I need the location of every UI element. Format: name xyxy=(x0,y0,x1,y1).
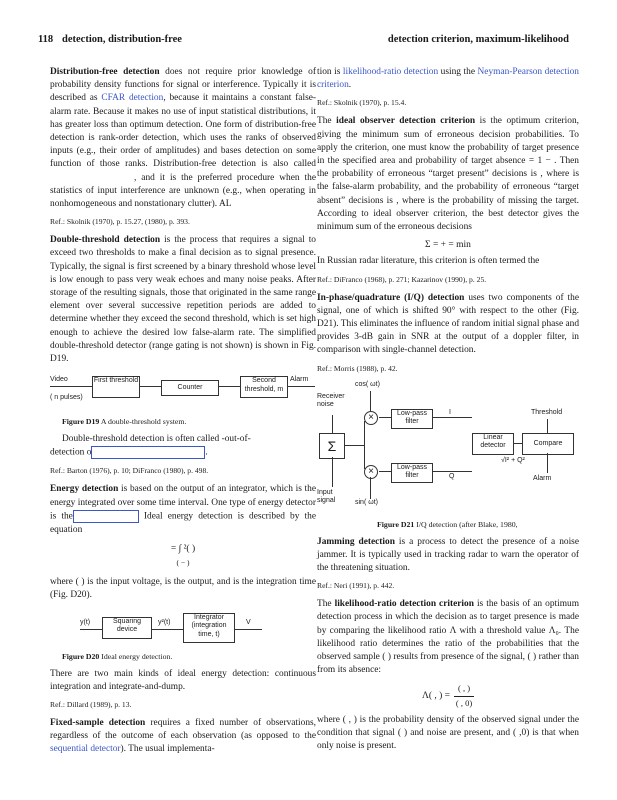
counter-box: Counter xyxy=(161,380,219,396)
term: Energy detection xyxy=(50,484,119,495)
text: tion is xyxy=(317,67,343,77)
paragraph xyxy=(50,446,316,460)
equation-likelihood xyxy=(317,682,579,709)
threshold-label: Threshold xyxy=(531,408,563,416)
arrow xyxy=(80,629,102,630)
linear-detector-box: Linear detector xyxy=(472,433,514,455)
term: Fixed-sample detection xyxy=(50,718,146,729)
squared-label: y²(t) xyxy=(158,618,171,626)
line xyxy=(332,457,333,487)
text: is the optimum criterion, giving the minimum sum of erroneous decision probabilities. To apply the criterion, one must know the probability of target presence in the specified area and probability of target absence = 1 − . Then the probability of erroneous “target present” decisions is , where is the false-alarm probability, and the probability of erroneous “target absent” decisions is , where is the probability of missing the target. According to ideal observer criterion, the best detector gives the minimum sum of the erroneous decisions xyxy=(317,116,580,233)
line xyxy=(513,443,522,444)
term: Jamming detection xyxy=(317,536,395,547)
term: ideal observer detection criterion xyxy=(336,116,476,127)
paragraph xyxy=(317,66,579,92)
line xyxy=(379,471,391,472)
text: requires a fixed number of observations, regardless of the outcome of each observation (as opposed to the xyxy=(50,718,316,742)
equation-energy xyxy=(50,543,316,570)
caption-number: Figure D20 xyxy=(62,651,100,661)
running-head-right: detection criterion, maximum-likelihood xyxy=(387,34,569,45)
input-label: y(t) xyxy=(80,618,91,626)
arrow xyxy=(287,386,315,387)
link-likelihood-ratio-detection[interactable]: likelihood-ratio detection xyxy=(342,67,439,77)
text: Ideal energy detection is described by the equation xyxy=(50,511,316,535)
cos-label: cos( ωt) xyxy=(355,380,380,388)
text: is the basis of an optimum detection process in which the decision as to target presence is made by comparing the likelihood ratio Λ with a threshold value Λ₀. The likelihood ratio determines the ratio of the probabilities that the observed sample ( ) results from presence of the signal, ( ) rather than from its absence: xyxy=(317,599,579,676)
link-sequential-detector[interactable]: sequential detector xyxy=(50,744,121,755)
arrow xyxy=(50,386,92,387)
text: . xyxy=(348,80,352,91)
pulses-label: ( n pulses) xyxy=(50,394,83,402)
integrator-box: Integrator (integration time, t) xyxy=(183,613,235,643)
arrow xyxy=(234,629,262,630)
link-cfar-detection[interactable]: CFAR detection xyxy=(101,93,164,104)
caption-text: Ideal energy detection. xyxy=(99,651,173,661)
right-column xyxy=(317,66,579,759)
equation-lhs: Λ( , ) = xyxy=(421,690,451,701)
entry-likelihood-ratio xyxy=(317,598,579,677)
lowpass-i-box: Low-pass filter xyxy=(391,409,433,429)
first-threshold-box: First threshold xyxy=(92,376,140,398)
running-head-left: detection, distribution-free xyxy=(62,34,182,45)
text: using the xyxy=(438,67,478,77)
mixer-i: × xyxy=(364,411,378,425)
text: The xyxy=(317,599,335,610)
compare-box: Compare xyxy=(522,433,574,455)
text: detection o xyxy=(50,448,92,459)
line xyxy=(547,419,548,433)
line xyxy=(370,391,371,411)
video-label: Video xyxy=(50,376,68,384)
term: Distribution-free detection xyxy=(50,67,160,77)
paragraph: In Russian radar literature, this criterion is often termed the xyxy=(317,256,540,267)
reference: Ref.: Dillard (1989), p. 13. xyxy=(50,700,132,710)
figure-d20 xyxy=(50,613,316,647)
equation-ideal-observer: Σ = + = min xyxy=(425,240,471,251)
paragraph: where ( ) is the input voltage, is the output, and is the integration time (Fig. D20). xyxy=(50,577,316,601)
input-signal-label: Input signal xyxy=(317,488,336,505)
squaring-box: Squaring device xyxy=(102,617,152,639)
figure-caption xyxy=(377,519,579,530)
text: , and it is the preferred procedure when the statistics of input interference are unknown (e.g., when operating in nonhomogeneous and nonstationary clutter). AL xyxy=(50,172,316,210)
text: . xyxy=(205,448,208,459)
caption-text: I/Q detection (after Blake, 1980, xyxy=(414,519,518,529)
entry-fixed-sample xyxy=(50,717,316,757)
term: Double-threshold detection xyxy=(50,235,161,246)
output-label: V xyxy=(246,618,251,626)
line xyxy=(364,421,365,469)
line xyxy=(370,477,371,499)
second-threshold-box: Second threshold, m xyxy=(240,376,288,398)
magnitude-label: √I² + Q² xyxy=(501,456,525,464)
lowpass-q-box: Low-pass filter xyxy=(391,463,433,483)
link-neyman-pearson[interactable]: Neyman-Pearson detection criterion xyxy=(317,67,579,91)
text: ). The usual implementa- xyxy=(120,744,215,755)
entry-energy-detection xyxy=(50,483,316,536)
reference: Ref.: Skolnik (1970), p. 15.4. xyxy=(317,98,407,108)
term: In-phase/quadrature (I/Q) detection xyxy=(317,292,465,303)
denominator: ( , 0) xyxy=(455,697,473,708)
figure-d21 xyxy=(317,381,579,515)
entry-double-threshold xyxy=(50,234,316,366)
entry-jamming-detection xyxy=(317,536,579,576)
arrow xyxy=(218,386,240,387)
link-box[interactable] xyxy=(73,510,139,523)
figure-caption xyxy=(62,416,316,427)
entry-ideal-observer xyxy=(317,115,579,234)
equation: = ∫ ²( ) xyxy=(170,543,196,554)
line xyxy=(379,417,391,418)
reference: Ref.: DiFranco (1968), p. 271; Kazarinov (1990), p. 25. xyxy=(317,274,487,284)
figure-d19 xyxy=(50,376,316,412)
entry-iq-detection xyxy=(317,292,579,358)
line xyxy=(432,471,472,472)
reference: Ref.: Neri (1991), p. 442. xyxy=(317,581,395,591)
paragraph: Double-threshold detection is often called -out-of- xyxy=(62,434,251,445)
q-label: Q xyxy=(449,472,455,480)
fraction xyxy=(454,682,474,709)
line xyxy=(432,417,472,418)
page-number: 118 xyxy=(38,34,54,45)
mixer-q: × xyxy=(364,465,378,479)
link-box[interactable] xyxy=(91,446,208,459)
term: likelihood-ratio detection criterion xyxy=(334,599,474,610)
text: is a process to detect the presence of a noise jammer. It is typically used in tracking radar to warn the operator of the threatening situation. xyxy=(317,536,579,574)
numerator: ( , ) xyxy=(454,682,474,696)
figure-caption xyxy=(62,651,316,662)
reference: Ref.: Barton (1976), p. 10; DiFranco (1980), p. 498. xyxy=(50,466,209,476)
line xyxy=(332,415,333,433)
text: The xyxy=(317,116,337,127)
caption-number: Figure D21 xyxy=(377,519,415,529)
caption-number: Figure D19 xyxy=(62,417,100,427)
entry-distribution-free xyxy=(50,66,316,211)
line xyxy=(547,453,548,473)
i-label: I xyxy=(449,408,451,416)
left-column xyxy=(50,66,316,762)
receiver-noise-label: Receiver noise xyxy=(317,392,345,409)
sin-label: sin( ωt) xyxy=(355,498,378,506)
arrow xyxy=(151,629,183,630)
reference: Ref.: Morris (1988), p. 42. xyxy=(317,363,398,373)
text: is based on the output of an integrator, which is the energy integrated over some time interval. One type of energy detector is the xyxy=(50,484,316,522)
reference: Ref.: Skolnik (1970), p. 15.27, (1980), p. 393. xyxy=(50,217,190,227)
sum-box: Σ xyxy=(319,433,345,459)
text: does not require prior knowledge of probability density functions for signal or interference. Typically it is described as xyxy=(50,67,316,104)
line xyxy=(344,445,364,446)
paragraph: where ( , ) is the probability density of the observed signal under the condition that signal ( ) and noise are present, and ( ,0) is that when only noise is present. xyxy=(317,714,579,752)
text: is the process that requires a signal to exceed two thresholds to make a final decision as to signal presence. Typically, the signal is first screened by a binary threshold whose level is low enough to pass very weak echoes and many noise peaks. After storage of the resulting signals, those that originated in the same range element over several successive repetition periods are added to determine whether they exceed the second threshold, which is set high enough to achieve the desired low false-alarm rate. The simplified double-threshold detector (range gating is not shown) is shown in Fig. D19. xyxy=(50,235,316,365)
text: uses two components of the signal, one of which is shifted 90° with respect to the other (Fig. D21). This eliminates the influence of random initial signal phase and provides 3-dB gain in SNR at the output of a doppler filter, in comparison with single-channel detection. xyxy=(317,292,580,356)
equation-limit: ( − ) xyxy=(176,558,190,567)
arrow xyxy=(139,386,161,387)
caption-text: A double-threshold system. xyxy=(99,417,187,427)
text: , because it maintains a constant false-alarm rate. Because it makes no use of input statistical distributions, it has greater loss than optimum detection. One form of distribution-free detection is rank-order detection, which uses the ranks of observed inputs (e.g., their order of amplitudes) and bases detection on some function of those ranks. Distribution-free detection is also called xyxy=(50,93,317,170)
paragraph: There are two main kinds of ideal energy detection: continuous integration and integrate-and-dump. xyxy=(50,668,316,692)
alarm-label: Alarm xyxy=(533,474,552,482)
alarm-label: Alarm xyxy=(290,376,309,384)
